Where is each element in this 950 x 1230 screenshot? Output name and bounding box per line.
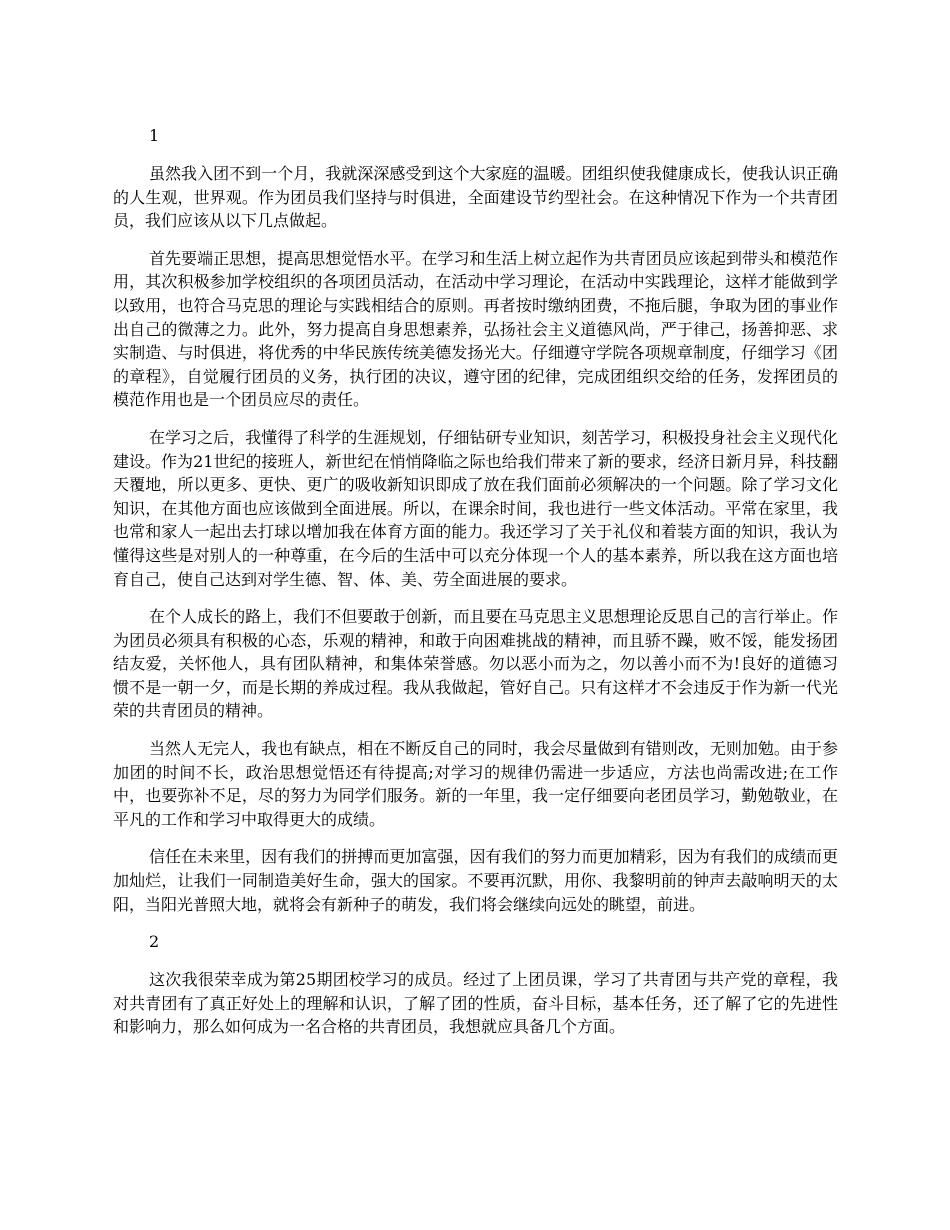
document-body	[113, 124, 838, 1053]
paragraph: 这次我很荣幸成为第25期团校学习的成员。经过了上团员课，学习了共青团与共产党的章程，我对共青团有了真正好处上的理解和认识，了解了团的性质，奋斗目标，基本任务，还了解了它的先进性和影响力，那么如何成为一名合格的共青团员，我想就应具备几个方面。	[113, 970, 838, 1037]
paragraph: 在学习之后，我懂得了科学的生涯规划，仔细钻研专业知识，刻苦学习，积极投身社会主义现代化建设。作为21世纪的接班人，新世纪在悄悄降临之际也给我们带来了新的要求，经济日新月异，科技翻天覆地，所以更多、更快、更广的吸收新知识即成了放在我们面前必须解决的一个问题。除了学习文化知识，在其他方面也应该做到全面进展。所以，在课余时间，我也进行一些文体活动。平常在家里，我也常和家人一起出去打球以增加我在体育方面的能力。我还学习了关于礼仪和着装方面的知识，我认为懂得这些是对别人的一种尊重，在今后的生活中可以充分体现一个人的基本素养，所以我在这方面也培育自己，使自己达到对学生德、智、体、美、劳全面进展的要求。	[113, 427, 838, 589]
section-number-2: 2	[149, 932, 160, 952]
paragraph: 当然人无完人，我也有缺点，相在不断反自己的同时，我会尽量做到有错则改，无则加勉。由于参加团的时间不长，政治思想觉悟还有待提高;对学习的规律仍需进一步适应，方法也尚需改进;在工作中，也要弥补不足，尽的努力为同学们服务。新的一年里，我一定仔细要向老团员学习，勤勉敬业，在平凡的工作和学习中取得更大的成绩。	[113, 739, 838, 829]
paragraph: 信任在未来里，因有我们的拼搏而更加富强，因有我们的努力而更加精彩，因为有我们的成绩而更加灿烂，让我们一同制造美好生命，强大的国家。不要再沉默，用你、我黎明前的钟声去敲响明天的太阳，当阳光普照大地，就将会有新种子的萌发，我们将会继续向远处的眺望，前进。	[113, 847, 838, 914]
paragraph: 在个人成长的路上，我们不但要敢于创新，而且要在马克思主义思想理论反思自己的言行举止。作为团员必须具有积极的心态，乐观的精神，和敢于向困难挑战的精神，而且骄不躁，败不馁，能发扬团结友爱，关怀他人，具有团队精神，和集体荣誉感。勿以恶小而为之，勿以善小而不为!良好的道德习惯不是一朝一夕，而是长期的养成过程。我从我做起，管好自己。只有这样才不会违反于作为新一代光荣的共青团员的精神。	[113, 607, 838, 721]
paragraph: 首先要端正思想，提高思想觉悟水平。在学习和生活上树立起作为共青团员应该起到带头和模范作用，其次积极参加学校组织的各项团员活动，在活动中学习理论，在活动中实践理论，这样才能做到学以致用，也符合马克思的理论与实践相结合的原则。再者按时缴纳团费，不拖后腿，争取为团的事业作出自己的微薄之力。此外，努力提高自身思想素养，弘扬社会主义道德风尚，严于律己，扬善抑恶、求实制造、与时俱进，将优秀的中华民族传统美德发扬光大。仔细遵守学院各项规章制度，仔细学习《团的章程》，自觉履行团员的义务，执行团的决议，遵守团的纪律，完成团组织交给的任务，发挥团员的模范作用也是一个团员应尽的责任。	[113, 248, 838, 410]
paragraph: 虽然我入团不到一个月，我就深深感受到这个大家庭的温暖。团组织使我健康成长，使我认识正确的人生观，世界观。作为团员我们坚持与时俱进，全面建设节约型社会。在这种情况下作为一个共青团员，我们应该从以下几点做起。	[113, 164, 838, 231]
section-number-1: 1	[149, 126, 160, 145]
